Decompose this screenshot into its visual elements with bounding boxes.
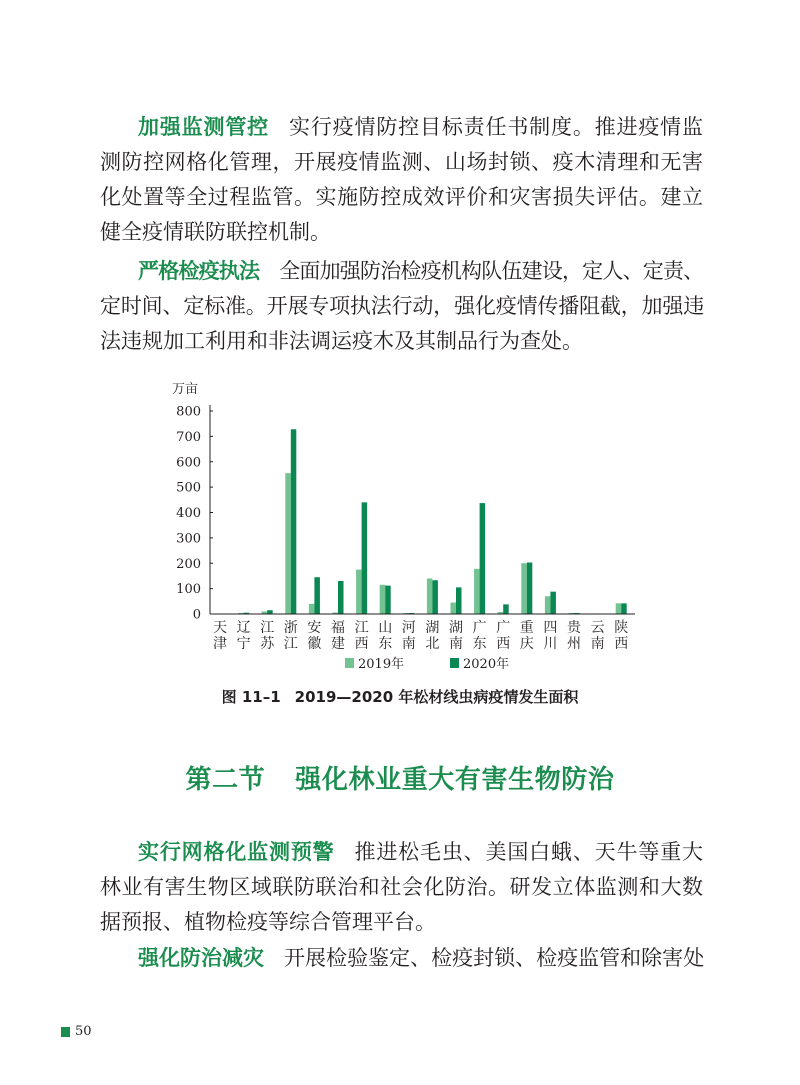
legend-swatch [345, 658, 354, 668]
y-tick-label: 500 [176, 480, 201, 496]
bar-series-2 [432, 580, 438, 614]
line-text: 推进松毛虫、美国白蛾、天牛等重大 [354, 840, 703, 864]
x-category-label: 江西 [354, 620, 369, 652]
paragraph-quarantine-enforcement [100, 254, 703, 359]
y-ticks-group [176, 405, 213, 623]
bar-series-2 [267, 610, 273, 614]
bar-series-2 [385, 586, 391, 614]
figure-label: 图 11–1 [221, 688, 281, 706]
bar-series-2 [362, 502, 368, 614]
text-line: 化处置等全过程监管。实施防控成效评价和灾害损失评估。建立 [100, 185, 703, 209]
bar-series-2 [527, 562, 533, 614]
page-marker-square [61, 1027, 70, 1037]
paragraph-lead: 加强监测管控 [138, 115, 269, 139]
paragraph-grid-monitoring [100, 835, 703, 940]
x-category-label: 河南 [401, 620, 416, 652]
line-text: 开展检验鉴定、检疫封锁、检疫监管和除害处 [284, 946, 703, 970]
text-line: 健全疫情联防联控机制。 [100, 220, 331, 244]
y-tick-label: 600 [176, 455, 201, 471]
x-category-label: 广东 [472, 620, 487, 652]
bar-series-2 [338, 581, 344, 614]
x-category-label: 陕西 [614, 620, 629, 652]
x-category-label: 贵州 [567, 620, 581, 652]
text-line [100, 941, 703, 976]
x-category-label: 江苏 [260, 620, 275, 652]
paragraph-lead: 实行网格化监测预警 [138, 840, 335, 864]
text-line [100, 835, 703, 870]
text-line [100, 254, 703, 289]
x-category-label: 山东 [378, 620, 393, 652]
x-category-label: 四川 [543, 620, 558, 652]
line-text: 全面加强防治检疫机构队伍建设，定人、定责、 [279, 259, 703, 283]
bar-series-1 [380, 585, 386, 614]
x-category-label: 天津 [213, 620, 227, 652]
y-tick-label: 800 [176, 404, 201, 420]
text-line: 法违规加工利用和非法调运疫木及其制品行为查处。 [100, 329, 583, 353]
x-category-label: 湖北 [425, 620, 440, 652]
bar-series-2 [314, 577, 320, 614]
page-number: 50 [75, 1024, 92, 1039]
section-heading [0, 762, 800, 798]
body-text-top [100, 110, 703, 359]
x-category-label: 重庆 [519, 620, 534, 652]
y-tick-label: 300 [176, 531, 201, 547]
chart-legend [345, 656, 509, 672]
text-line [100, 110, 703, 145]
y-tick-label: 400 [176, 506, 201, 521]
y-axis-unit-label: 万亩 [172, 382, 199, 397]
bar-series-2 [456, 587, 462, 614]
section-number: 第二节 [185, 765, 266, 795]
bar-series-1 [545, 596, 551, 614]
bar-series-2 [550, 592, 556, 614]
bars-group [215, 429, 627, 614]
y-tick-label: 100 [176, 582, 201, 598]
y-tick-label: 700 [176, 429, 201, 445]
x-category-label: 福建 [331, 620, 345, 652]
bar-series-1 [474, 569, 480, 614]
bar-series-1 [356, 570, 362, 614]
bar-series-2 [480, 503, 486, 614]
figure-caption [0, 686, 800, 708]
bar-series-2 [291, 429, 297, 614]
paragraph-disaster-reduction [100, 941, 703, 976]
y-tick-label: 0 [192, 607, 201, 623]
x-category-label: 浙江 [283, 620, 298, 652]
text-line: 据预报、植物检疫等综合管理平台。 [100, 910, 436, 934]
legend-label: 2019年 [358, 657, 405, 672]
bar-chart [150, 375, 670, 680]
paragraph-monitoring-control [100, 110, 703, 250]
legend-swatch [450, 658, 459, 668]
x-category-label: 广西 [496, 620, 511, 652]
text-line: 林业有害生物区域联防联治和社会化防治。研发立体监测和大数 [100, 875, 703, 899]
line-text: 实行疫情防控目标责任书制度。推进疫情监 [289, 115, 703, 139]
x-labels-group [213, 619, 628, 652]
body-text-bottom [100, 835, 703, 976]
bar-series-1 [616, 603, 622, 614]
figure-title: 2019—2020 年松材线虫病疫情发生面积 [294, 688, 579, 706]
bar-series-1 [427, 578, 433, 614]
y-tick-label: 200 [176, 556, 201, 572]
x-category-label: 湖南 [449, 620, 463, 652]
bar-series-1 [451, 603, 457, 614]
section-title: 强化林业重大有害生物防治 [295, 765, 615, 795]
legend-label: 2020年 [463, 657, 510, 672]
bar-series-2 [503, 604, 509, 614]
text-line: 测防控网格化管理，开展疫情监测、山场封锁、疫木清理和无害 [100, 150, 703, 174]
bar-series-1 [521, 563, 527, 614]
x-category-label: 云南 [590, 620, 605, 652]
paragraph-lead: 严格检疫执法 [138, 259, 260, 283]
paragraph-lead: 强化防治减灾 [138, 946, 265, 970]
bar-series-1 [285, 473, 291, 614]
bar-series-1 [309, 604, 315, 614]
x-category-label: 安徽 [307, 620, 322, 652]
text-line: 定时间、定标准。开展专项执法行动，强化疫情传播阻截，加强违 [100, 294, 703, 318]
bar-series-2 [621, 603, 627, 614]
x-category-label: 辽宁 [236, 620, 251, 652]
